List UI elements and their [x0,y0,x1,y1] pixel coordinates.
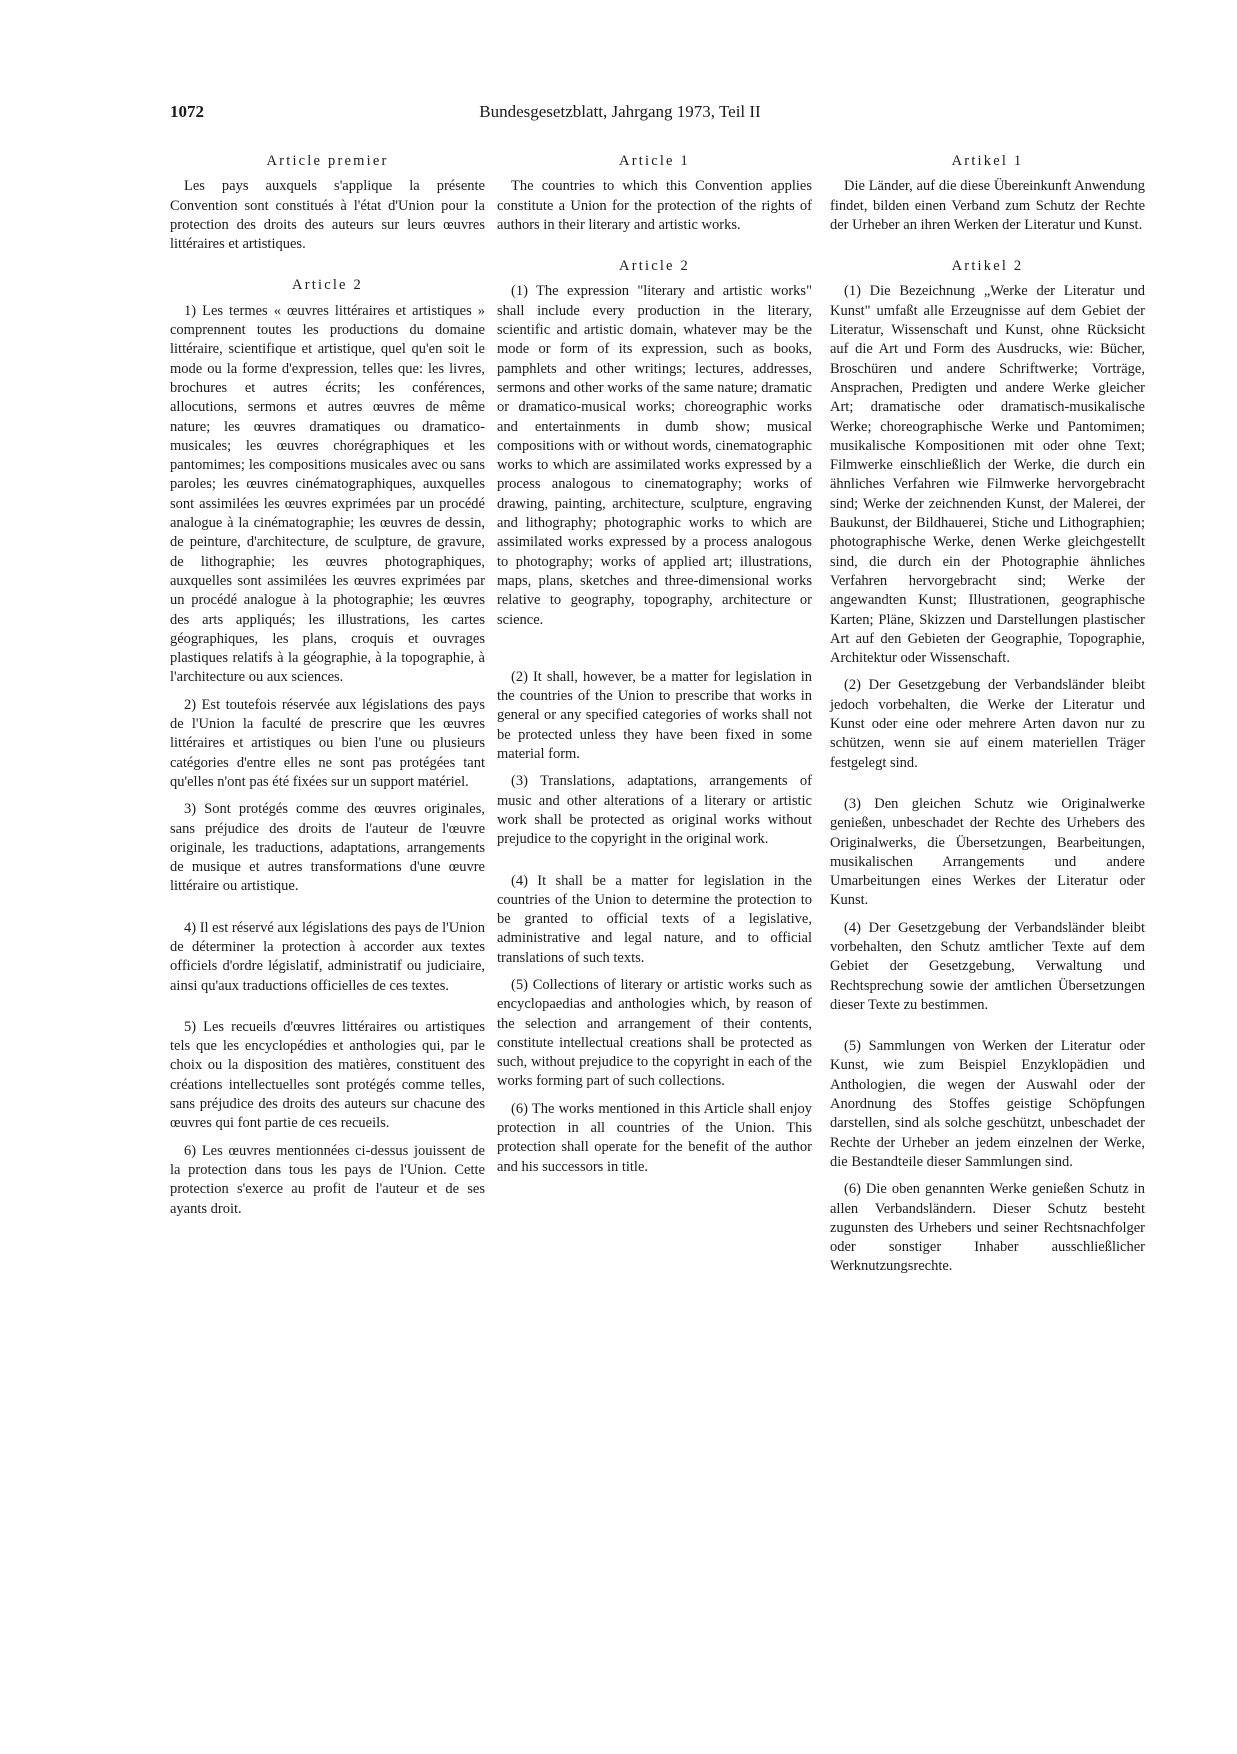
article-2-paragraph-1: 1) Les termes « œuvres littéraires et artistiques » comprennent toutes les productions du domaine littéraire, scientifique et artistique, quel qu'en soit le mode ou la forme d'expression, telles que: les livres, brochures et autres écrits; les conférences, allocutions, sermons et autres œuvres de même nature; les œuvres dramatiques ou dramatico-musicales; les œuvres chorégraphiques et les pantomimes; les compositions musicales avec ou sans paroles; les œuvres cinématographiques, auxquelles sont assimilées les œuvres exprimées par un procédé analogue à la cinématographie; les œuvres de dessin, de peinture, d'architecture, de sculpture, de gravure, de lithographie; les œuvres photographiques, auxquelles sont assimilées les œuvres exprimées par un procédé analogue à la photographie; les œuvres des arts appliqués; les illustrations, les cartes géographiques, les plans, croquis et ouvrages plastiques relatifs à la géographie, à la topographie, à l'architecture ou aux sciences. [170,302,485,686]
publication-title: Bundesgesetzblatt, Jahrgang 1973, Teil II [479,102,761,121]
article-2-paragraph-4: (4) It shall be a matter for legislation in the countries of the Union to determine the protection to be granted to official texts of a legislative, administrative and legal nature, and to official translations of such texts. [497,872,812,966]
article-2-paragraph-1: (1) Die Bezeichnung „Werke der Literatur und Kunst" umfaßt alle Erzeugnisse auf dem Gebiet der Literatur, Wissenschaft und Kunst, ohne Rücksicht auf die Art und Form des Ausdrucks, wie: Bücher, Broschüren und andere Schriftwerke; Vorträge, Ansprachen, Predigten und andere Werke gleicher Art; dramatische oder dramatisch-musikalische Werke; choreographische Werke und Pantomimen; musikalische Kompositionen mit oder ohne Text; Filmwerke einschließlich der Werke, die durch ein ähnliches Verfahren wie Filmwerke hervorgebracht sind; Werke der zeichnenden Kunst, der Malerei, der Baukunst, der Bildhauerei, Stiche und Lithographien; photographische Werke, denen Werke gleichgestellt sind, die durch ein der Photographie ähnliches Verfahren hervorgebracht sind; Werke der angewandten Kunst; Illustrationen, geographische Karten; Pläne, Skizzen und Darstellungen plastischer Art auf den Gebieten der Geographie, Topographie, Architektur oder Wissenschaft. [830,283,1145,667]
article-1-heading: Artikel 1 [951,153,1024,169]
article-2-heading: Article 2 [292,277,363,294]
article-2-paragraph-6: 6) Les œuvres mentionnées ci-dessus jouissent de la protection dans tous les pays de l'Union. Cette protection s'exerce au profit de l'auteur et de ses ayants droit. [170,1142,485,1217]
article-1-text: Les pays auxquels s'applique la présente Convention sont constitués à l'état d'Union pour la protection des droits des auteurs sur leurs œuvres littéraires et artistiques. [170,178,485,253]
column-english [497,152,812,1185]
article-1-text: The countries to which this Convention applies constitute a Union for the protection of the rights of authors in their literary and artistic works. [497,178,812,233]
article-2-paragraph-3: (3) Translations, adaptations, arrangements of music and other alterations of a literary or artistic work shall be protected as original works without prejudice to the copyright in the original work. [497,773,812,848]
article-2-paragraph-4: (4) Der Gesetzgebung der Verbandsländer bleibt vorbehalten, den Schutz amtlicher Texte auf dem Gebiet der Gesetzgebung, Verwaltung und Rechtsprechung sowie der amtlichen Übersetzungen dieser Texte zu bestimmen. [830,919,1145,1013]
column-french [170,152,485,1227]
article-2-paragraph-5: (5) Sammlungen von Werken der Literatur oder Kunst, wie zum Beispiel Enzyklopädien und Anthologien, die wegen der Auswahl oder der Anordnung des Stoffes geistige Schöpfungen darstellen, sind als solche geschützt, unbeschadet der Rechte der Urheber an jedem einzelnen der Werke, die Bestandteile dieser Sammlungen sind. [830,1038,1145,1170]
article-2-paragraph-2: (2) Der Gesetzgebung der Verbandsländer bleibt jedoch vorbehalten, die Werke der Literatur und Kunst oder eine oder mehrere Arten davon nur zu schützen, wenn sie auf einem materiellen Träger festgelegt sind. [830,677,1145,771]
article-2-paragraph-2: (2) It shall, however, be a matter for legislation in the countries of the Union to prescribe that works in general or any specified categories of works shall not be protected unless they have been fixed in some material form. [497,668,812,763]
article-2-paragraph-4: 4) Il est réservé aux législations des pays de l'Union de déterminer la protection à accorder aux textes officiels d'ordre législatif, administratif ou judiciaire, ainsi qu'aux traductions officielles de ces textes. [170,919,485,994]
page-header [170,102,1070,126]
article-2-paragraph-3: (3) Den gleichen Schutz wie Originalwerke genießen, unbeschadet der Rechte des Urhebers des Originalwerks, die Übersetzungen, Bearbeitungen, musikalischen Arrangements und andere Umarbeitungen eines Werkes der Literatur oder Kunst. [830,795,1145,909]
article-2-paragraph-6: (6) Die oben genannten Werke genießen Schutz in allen Verbandsländern. Dieser Schutz besteht zugunsten des Urhebers und seiner Rechtsnachfolger oder sonstiger Inhaber ausschließlicher Werknutzungsrechte. [830,1181,1145,1275]
article-2-paragraph-5: 5) Les recueils d'œuvres littéraires ou artistiques tels que les encyclopédies et anthologies qui, par le choix ou la disposition des matières, constituent des créations intellectuelles sont protégés comme telles, sans préjudice des droits des auteurs sur chacune des œuvres qui font partie de ces recueils. [170,1018,485,1132]
article-1-text: Die Länder, auf die diese Übereinkunft Anwendung findet, bilden einen Verband zum Schutz der Rechte der Urheber an ihren Werken der Literatur und Kunst. [830,178,1145,233]
article-1-heading: Article 1 [619,153,690,169]
article-2-paragraph-6: (6) The works mentioned in this Article shall enjoy protection in all countries of the Union. This protection shall operate for the benefit of the author and his successors in title. [497,1100,812,1175]
article-1-heading: Article premier [266,153,389,169]
article-2-paragraph-3: 3) Sont protégés comme des œuvres originales, sans préjudice des droits de l'auteur de l'œuvre originale, les traductions, adaptations, arrangements de musique et autres transformations d'une œuvre littéraire ou artistique. [170,801,485,895]
article-2-paragraph-5: (5) Collections of literary or artistic works such as encyclopaedias and anthologies which, by reason of the selection and arrangement of their contents, constitute intellectual creations shall be protected as such, without prejudice to the copyright in each of the works forming part of such collections. [497,976,812,1090]
column-german [830,152,1145,1285]
article-2-heading: Artikel 2 [951,258,1024,275]
article-2-heading: Article 2 [619,258,690,275]
article-2-paragraph-2: 2) Est toutefois réservée aux législations des pays de l'Union la faculté de prescrire que les œuvres littéraires et artistiques ou bien l'une ou plusieurs catégories d'entre elles ne sont pas protégées tant qu'elles n'ont pas été fixées sur un support matériel. [170,696,485,790]
article-2-paragraph-1: (1) The expression "literary and artistic works" shall include every production in the literary, scientific and artistic domain, whatever may be the mode or form of its expression, such as books, pamphlets and other writings; lectures, addresses, sermons and other works of the same nature; dramatic or dramatico-musical works; choreographic works and entertainments in dumb show; musical compositions with or without words, cinematographic works to which are assimilated works expressed by a process analogous to cinematography; works of drawing, painting, architecture, sculpture, engraving and lithography; photographic works to which are assimilated works expressed by a process analogous to photography; works of applied art; illustrations, maps, plans, sketches and three-dimensional works relative to geography, topography, architecture or science. [497,283,812,628]
page-number: 1072 [170,102,204,121]
